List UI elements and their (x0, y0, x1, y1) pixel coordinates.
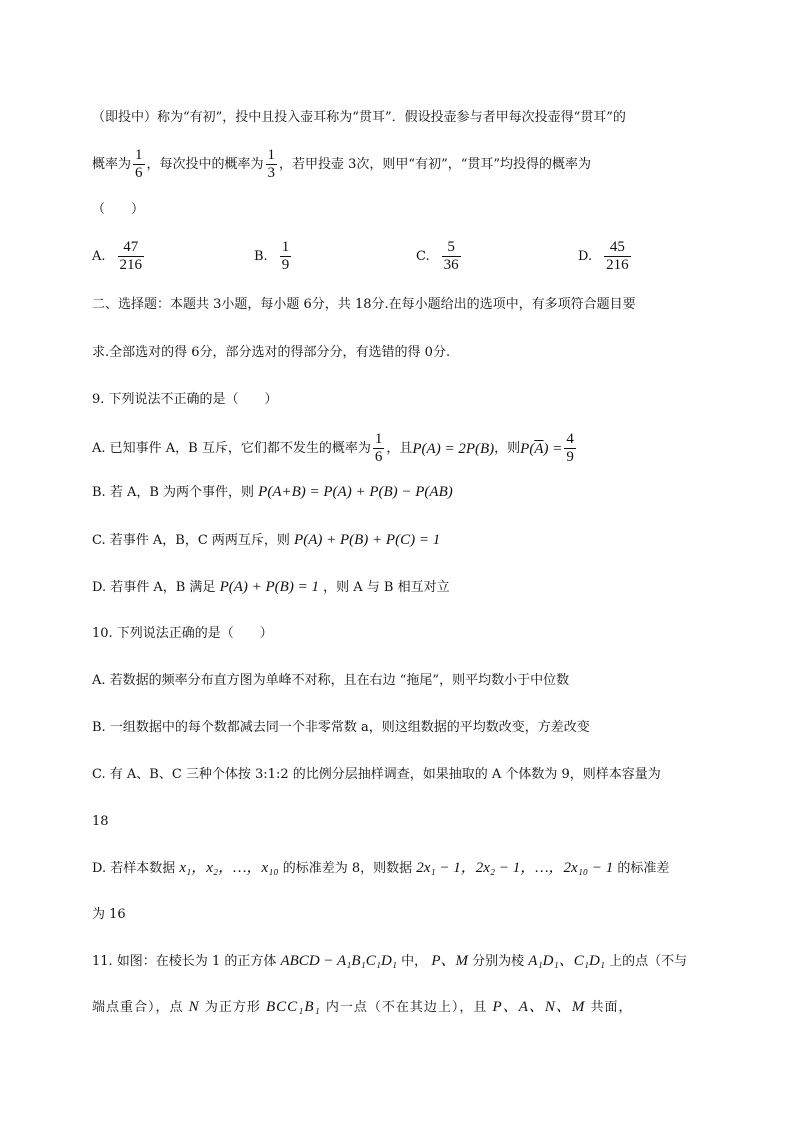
q11-points-pm: P、M (431, 953, 468, 969)
q9-b-text: B. 若 A，B 为两个事件，则 (92, 485, 255, 500)
fraction-numerator: 4 (566, 431, 574, 447)
option-label: D. (578, 249, 593, 264)
q10-option-a: A. 若数据的频率分布直方图为单峰不对称，且在右边 “拖尾”，则平均数小于中位数 (92, 673, 570, 688)
q11-text: 端点重合），点 (92, 1000, 184, 1015)
eq-suffix: ) = (543, 440, 563, 457)
q11-text: 上的点（不与 (609, 954, 688, 969)
q8-option-a (92, 240, 146, 273)
fraction-denominator: 9 (281, 257, 290, 273)
q11-text: 分别为棱 (472, 954, 525, 969)
q9-a-text: A. 已知事件 A，B 互斥，它们都不发生的概率为 (92, 440, 371, 456)
q11-point-n: N (188, 999, 200, 1015)
option-label: B. (254, 249, 268, 264)
complement-a: $\overline{A}$ (534, 440, 544, 457)
q10-d-mid: 的标准差为 8，则数据 (282, 861, 413, 876)
q9-d-post: ，则 A 与 B 相互对立 (323, 580, 450, 595)
q8-option-b (254, 240, 293, 273)
q11-text: 内一点（不在其边上），且 (325, 1000, 488, 1015)
intro-text-b: ，每次投中的概率为 (146, 156, 264, 172)
option-label: C. (416, 249, 430, 264)
q10-option-c: C. 有 A、B、C 三种个体按 3:1:2 的比例分层抽样调查，如果抽取的 A 个体数为 9，则样本容量为 (92, 767, 661, 782)
q9-a-equation-1: P(A) = 2P(B) (412, 440, 495, 457)
q9-d-text: D. 若事件 A，B 满足 (92, 580, 216, 595)
q10-option-c-continued: 18 (92, 814, 109, 829)
section-two-line-1: 二、选择题：本题共 3小题，每小题 6分，共 18分.在每小题给出的选项中，有多项符合题目要 (92, 297, 636, 312)
q11-line-2 (92, 997, 633, 1018)
fraction-denominator: 216 (606, 257, 629, 273)
intro-text-c: ，若甲投壶 3次，则甲“有初”，“贯耳”均投得的概率为 (279, 156, 592, 172)
q9-c-text: C. 若事件 A，B，C 两两互斥，则 (92, 533, 290, 548)
fraction-numerator: 1 (135, 147, 143, 163)
q9-a-then: ，则 (494, 440, 521, 456)
q11-cube: ABCD − A₁B₁C₁D₁ (280, 953, 398, 969)
fraction-denominator: 6 (374, 449, 383, 465)
q11-text: 11. 如图：在棱长为 1 的正方体 (92, 954, 277, 969)
q11-text: 为正方形 (204, 1000, 261, 1015)
q8-option-d (578, 240, 633, 273)
fraction-denominator: 6 (135, 165, 143, 181)
q10-d-vars: x₁，x₂，…，x₁₀ (179, 860, 279, 876)
option-fraction (280, 240, 292, 273)
q10-d-text: D. 若样本数据 (92, 861, 176, 876)
answer-paren: （ ） (92, 202, 145, 217)
eq-prefix: P( (520, 440, 535, 457)
q11-text: 中， (401, 954, 428, 969)
section-two-line-2: 求.全部选对的得 6分，部分选对的得部分分，有选错的得 0分. (92, 345, 451, 360)
q9-option-c (92, 530, 440, 551)
q9-b-equation: P(A+B) = P(A) + P(B) − P(AB) (258, 484, 453, 500)
q11-text: 共面， (590, 1000, 633, 1015)
intro-line-2 (92, 148, 591, 181)
fraction-one-third (266, 148, 278, 181)
q10-d-post: 的标准差 (617, 861, 670, 876)
q11-face: BCC₁B₁ (265, 999, 321, 1015)
q9-d-equation: P(A) + P(B) = 1 (219, 579, 319, 595)
q10-option-b: B. 一组数据中的每个数都减去同一个非零常数 a，则这组数据的平均数改变，方差改变 (92, 720, 590, 735)
fraction-numerator: 45 (609, 239, 625, 255)
q10-option-d-continued: 为 16 (92, 907, 126, 922)
fraction-denominator: 216 (119, 257, 143, 273)
option-fraction (442, 240, 461, 273)
q9-option-b (92, 482, 453, 503)
fraction-denominator: 36 (443, 257, 459, 273)
fraction-numerator: 1 (267, 147, 276, 163)
option-fraction (604, 240, 631, 273)
q10-stem: 10. 下列说法正确的是（ ） (92, 626, 273, 641)
q8-option-c (416, 240, 463, 273)
q10-option-d (92, 858, 669, 879)
fraction-numerator: 1 (374, 431, 383, 447)
fraction-four-ninths (564, 432, 576, 465)
option-fraction (118, 240, 145, 273)
q9-option-a (92, 432, 578, 465)
q9-a-mid: ，且 (386, 440, 413, 456)
intro-text-a: 概率为 (92, 156, 132, 172)
q9-a-equation-2 (520, 439, 562, 459)
q9-c-equation: P(A) + P(B) + P(C) = 1 (294, 532, 441, 548)
fraction-numerator: 5 (447, 239, 455, 255)
q9-option-d (92, 577, 450, 598)
q11-edges: A₁D₁、C₁D₁ (528, 953, 605, 969)
fraction-one-sixth (373, 432, 385, 465)
fraction-numerator: 47 (123, 239, 139, 255)
option-label: A. (92, 249, 106, 264)
fraction-denominator: 9 (566, 449, 574, 465)
fraction-one-sixth (133, 148, 145, 181)
q10-d-vars-2: 2x₁ − 1，2x₂ − 1，…，2x₁₀ − 1 (416, 860, 614, 876)
q11-points-pann: P、A、N、M (492, 999, 586, 1015)
intro-line-1: （即投中）称为“有初”，投中且投入壶耳称为“贯耳”．假设投壶参与者甲每次投壶得“贯耳”的 (92, 110, 626, 125)
q11-line-1 (92, 951, 687, 972)
fraction-numerator: 1 (281, 239, 290, 255)
fraction-denominator: 3 (267, 165, 276, 181)
q9-stem: 9. 下列说法不正确的是（ ） (92, 392, 278, 407)
